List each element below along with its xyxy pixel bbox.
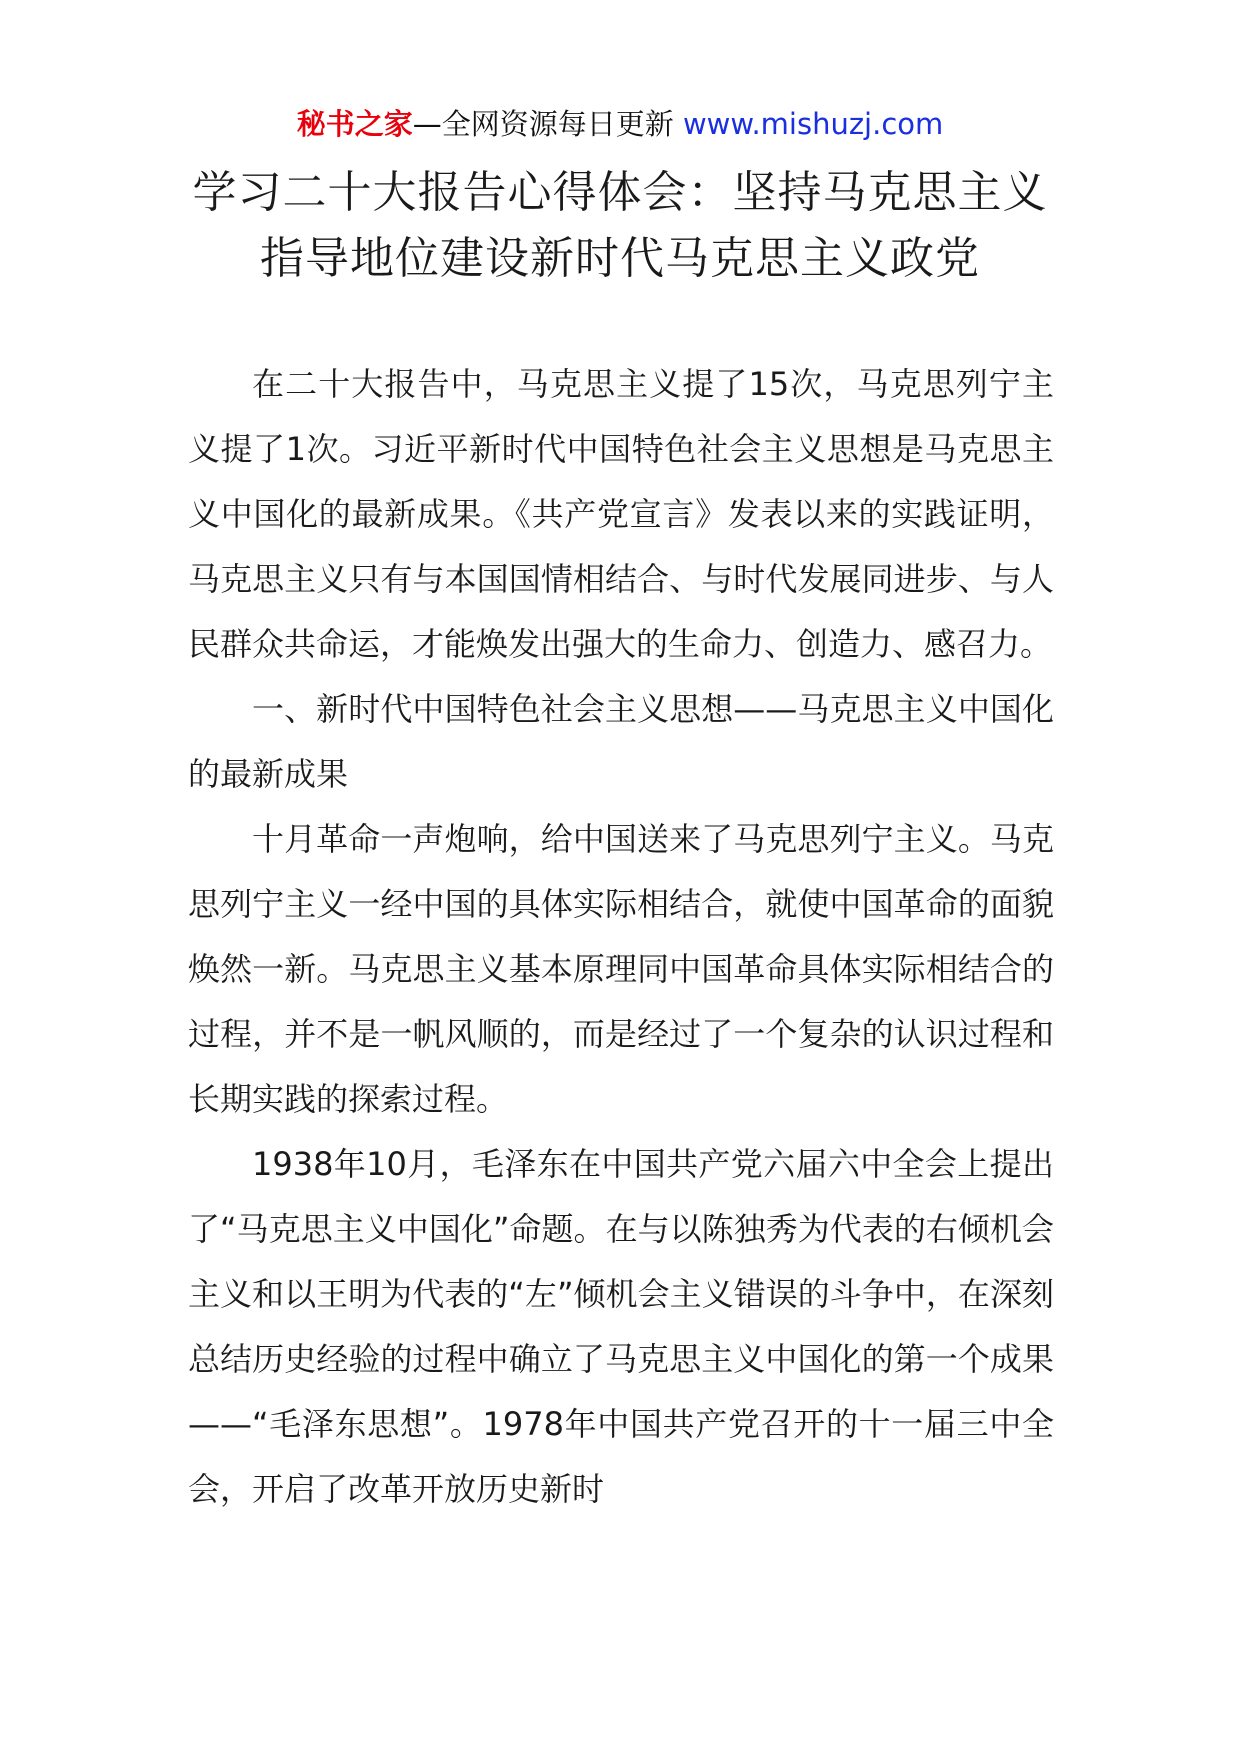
- paragraph: 在二十大报告中，马克思主义提了15次，马克思列宁主义提了1次。习近平新时代中国特色社会主义思想是马克思主义中国化的最新成果。《共产党宣言》发表以来的实践证明，马克思主义只有与本国国情相结合、与时代发展同进步、与人民群众共命运，才能焕发出强大的生命力、创造力、感召力。: [188, 365, 1054, 663]
- document-title: 学习二十大报告心得体会：坚持马克思主义指导地位建设新时代马克思主义政党: [192, 167, 1048, 284]
- section-heading: 一、新时代中国特色社会主义思想——马克思主义中国化的最新成果: [188, 690, 1054, 793]
- site-brand: 秘书之家: [296, 107, 413, 141]
- site-url-link[interactable]: www.mishuzj.com: [682, 107, 944, 141]
- paragraph: 十月革命一声炮响，给中国送来了马克思列宁主义。马克思列宁主义一经中国的具体实际相结合，就使中国革命的面貌焕然一新。马克思主义基本原理同中国革命具体实际相结合的过程，并不是一帆风顺的，而是经过了一个复杂的认识过程和长期实践的探索过程。: [188, 820, 1054, 1118]
- document-body: [188, 352, 1054, 1522]
- paragraph: 1938年10月，毛泽东在中国共产党六届六中全会上提出了“马克思主义中国化”命题。在与以陈独秀为代表的右倾机会主义和以王明为代表的“左”倾机会主义错误的斗争中，在深刻总结历史经验的过程中确立了马克思主义中国化的第一个成果——“毛泽东思想”。1978年中国共产党召开的十一届三中全会，开启了改革开放历史新时: [188, 1145, 1054, 1508]
- site-slogan: —全网资源每日更新: [412, 107, 674, 141]
- site-header: [0, 100, 1240, 148]
